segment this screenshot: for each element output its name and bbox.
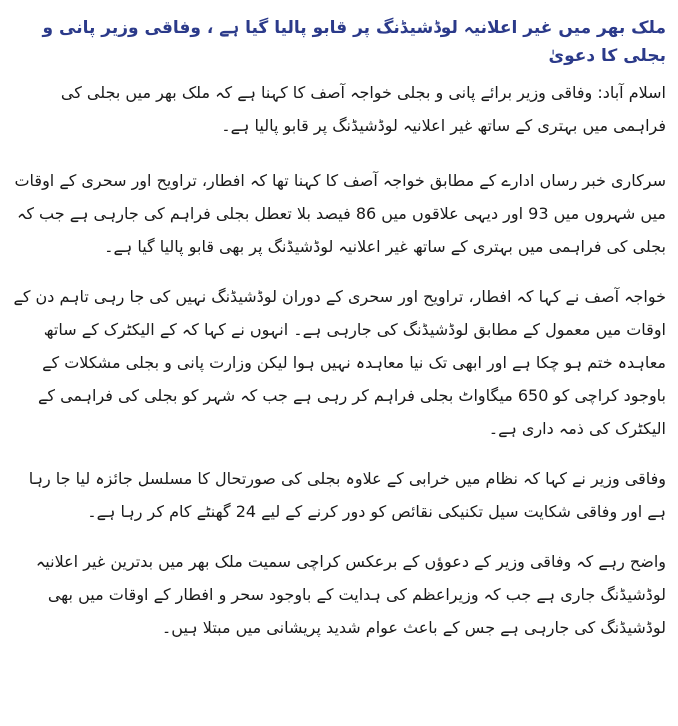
article-paragraph-5: واضح رہے کہ وفاقی وزیر کے دعوؤں کے برعکس کراچی سمیت ملک بھر میں بدترین غیر اعلانیہ لوڈشیڈنگ جاری ہے جب کہ وزیراعظم کی ہدایت کے باوجود سحر و افطار کے اوقات میں بھی لوڈشیڈنگ کی جارہی ہے جس کے باعث عوام شدید پریشانی میں مبتلا ہیں۔: [35, 552, 666, 637]
article-headline: ملک بھر میں غیر اعلانیہ لوڈشیڈنگ پر قابو پالیا گیا ہے ، وفاقی وزیر پانی و بجلی کا دعویٰ: [42, 18, 666, 66]
article-paragraph-4: وفاقی وزیر نے کہا کہ نظام میں خرابی کے علاوہ بجلی کی صورتحال کا مسلسل جائزہ لیا جا رہا ہے اور وفاقی شکایت سیل تکنیکی نقائص کو دور کرنے کے لیے 24 گھنٹے کام کر رہا ہے۔: [28, 469, 666, 521]
news-article: [10, 0, 666, 661]
article-paragraph-3: خواجہ آصف نے کہا کہ افطار، تراویح اور سحری کے دوران لوڈشیڈنگ نہیں کی جا رہی تاہم دن کے اوقات میں معمول کے مطابق لوڈشیڈنگ کی جارہی ہے۔ انہوں نے کہا کہ کے الیکٹرک کے ساتھ معاہدہ ختم ہو چکا ہے اور ابھی تک نیا معاہدہ نہیں ہوا لیکن وزارت پانی و بجلی مشکلات کے باوجود کراچی کو 650 میگاواٹ بجلی فراہم کر رہی ہے جب کہ شہر کو بجلی کی فراہمی کے الیکٹرک کی ذمہ داری ہے۔: [13, 287, 666, 438]
article-paragraph-1: اسلام آباد: وفاقی وزیر برائے پانی و بجلی خواجہ آصف کا کہنا ہے کہ ملک بھر میں بجلی کی فراہمی میں بہتری کے ساتھ غیر اعلانیہ لوڈشیڈنگ پر قابو پالیا ہے۔: [60, 83, 666, 135]
article-paragraph-2: سرکاری خبر رساں ادارے کے مطابق خواجہ آصف کا کہنا تھا کہ افطار، تراویح اور سحری کے اوقات میں شہروں میں 93 اور دیہی علاقوں میں 86 فیصد بلا تعطل بجلی فراہم کی جارہی ہے جب کہ بجلی کی فراہمی میں بہتری کے ساتھ غیر اعلانیہ لوڈشیڈنگ پر بھی قابو پالیا گیا ہے۔: [14, 171, 666, 256]
